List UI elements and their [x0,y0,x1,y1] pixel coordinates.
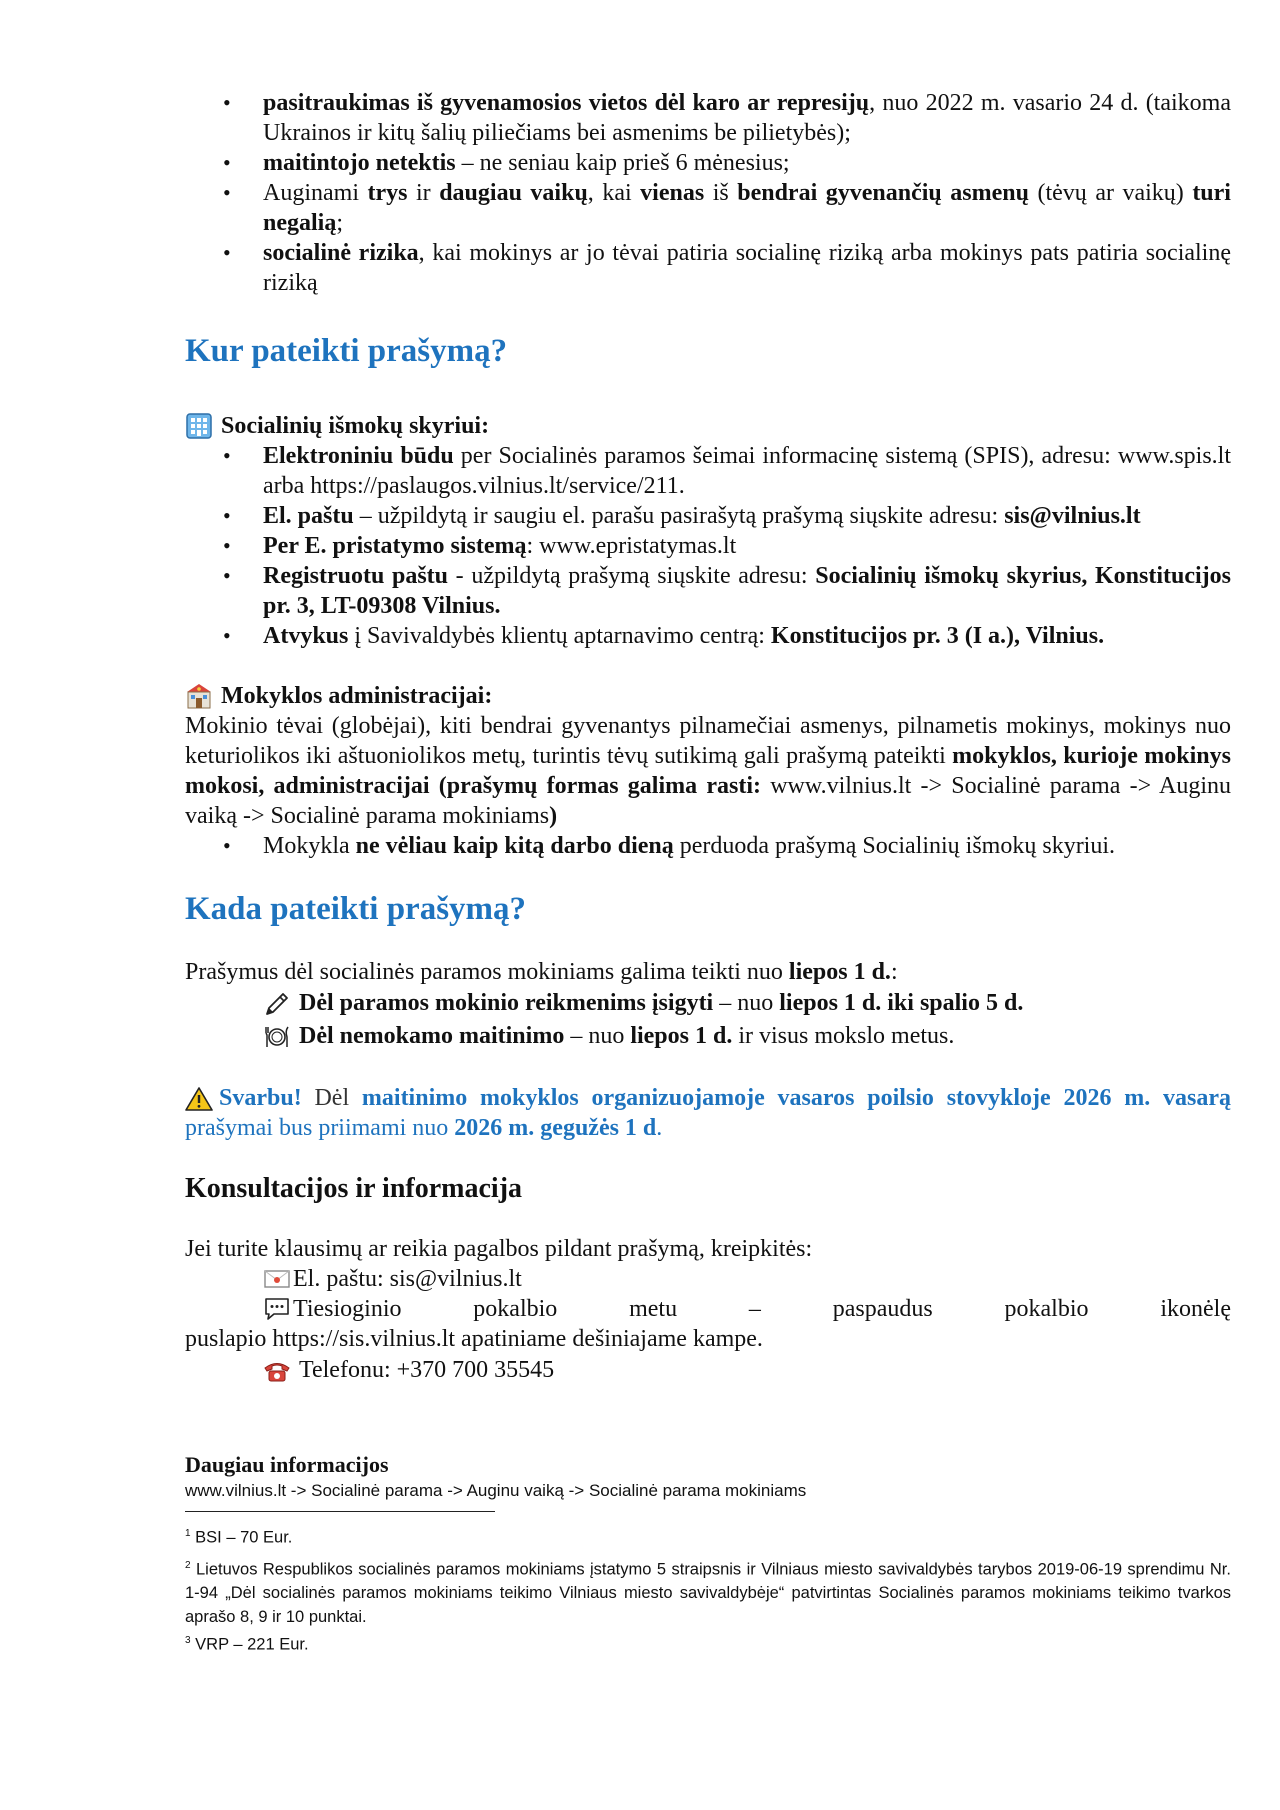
list-item: • pasitraukimas iš gyvenamosios vietos dėl karo ar represijų, nuo 2022 m. vasario 24 d. (taikoma Ukrainos ir kitų šalių piliečiams bei asmenims be pilietybės); [185,88,1231,148]
school-subheading: Mokyklos administracijai: [185,681,1231,711]
where-heading: Kur pateikti prašymą? [185,333,508,369]
document-content [185,88,1231,1657]
list-item: • Elektroniniu būdu per Socialinės paramos šeimai informacinę sistemą (SPIS), adresu: www.spis.lt arba https://paslaugos.vilnius.lt/service/211. [185,441,1231,501]
eligibility-list [185,88,1231,298]
office-subheading: Socialinių išmokų skyriui: [185,411,1231,441]
list-item: • socialinė rizika, kai mokinys ar jo tėvai patiria socialinę riziką arba mokinys pats patiria socialinę riziką [185,238,1231,298]
consult-email-line: El. paštu: sis@vilnius.lt [185,1264,1231,1294]
warning-note: Svarbu! Dėl maitinimo mokyklos organizuojamoje vasaros poilsio stovykloje 2026 m. vasarą prašymai bus priimami nuo 2026 m. gegužės 1 d. [185,1085,1232,1142]
school-description: Mokinio tėvai (globėjai), kiti bendrai gyvenantys pilnamečiai asmenys, pilnametis mokinys, mokinys nuo keturiolikos iki aštuoniolikos metų, turintis tėvų sutikimą gali prašymą pateikti mokyklos, kurioje mokinys mokosi, administracijai (prašymų formas galima rasti: www.vilnius.lt -> Socialinė parama -> Auginu vaiką -> Socialinė parama mokiniams) [185,713,1231,829]
list-item: • maitintojo netektis – ne seniau kaip prieš 6 mėnesius; [185,148,1231,178]
pencil-icon [263,990,291,1018]
telephone-icon [263,1357,291,1385]
list-item: • Per E. pristatymo sistemą: www.epristatymas.lt [185,531,1231,561]
more-info-title: Daugiau informacijos [185,1452,389,1478]
plate-cutlery-icon [263,1023,291,1051]
footnote: $^1$ BSI – 70 Eur. [185,1528,293,1547]
when-supplies-line: Dėl paramos mokinio reikmenims įsigyti – nuo liepos 1 d. iki spalio 5 d. [185,987,1231,1020]
consult-phone-line: Telefonu: +370 700 35545 [185,1354,1231,1387]
email-icon [263,1265,291,1293]
when-intro: Prašymus dėl socialinės paramos mokiniams galima teikti nuo liepos 1 d.: [185,959,898,985]
warning-icon [185,1085,213,1113]
chat-bubble-icon [263,1295,291,1323]
list-item: • El. paštu – užpildytą ir saugiu el. parašu pasirašytą prašymą siųskite adresu: sis@vilnius.lt [185,501,1231,531]
office-building-icon [185,412,213,440]
more-info-path: www.vilnius.lt -> Socialinė parama -> Auginu vaiką -> Socialinė parama mokiniams [185,1481,807,1501]
footnote: $^3$ VRP – 221 Eur. [185,1635,309,1654]
footnote: $^2$ Lietuvos Respublikos socialinės paramos mokiniams įstatymo 5 straipsnis ir Vilniaus miesto savivaldybės tarybos 2019-06-19 sprendimu Nr. 1-94 „Dėl socialinės paramos mokiniams teikimo Vilniaus miesto savivaldybėje“ patvirtintas Socialinės paramos mokiniams teikimo tvarkos aprašo 8, 9 ir 10 punktai. [185,1559,1231,1627]
office-submission-list [185,441,1231,651]
consult-heading: Konsultacijos ir informacija [185,1173,523,1205]
when-heading: Kada pateikti prašymą? [185,891,527,927]
footnote-divider [185,1511,495,1512]
school-list [185,831,1231,861]
consult-chat-line: Tiesioginio pokalbio metu – paspaudus pokalbio ikonėlę [185,1294,1231,1324]
consult-intro: Jei turite klausimų ar reikia pagalbos pildant prašymą, kreipkitės: [185,1236,813,1263]
list-item: • Mokykla ne vėliau kaip kitą darbo dieną perduoda prašymą Socialinių išmokų skyriui. [185,831,1231,861]
list-item: • Registruotu paštu - užpildytą prašymą siųskite adresu: Socialinių išmokų skyrius, Konstitucijos pr. 3, LT-09308 Vilnius. [185,561,1231,621]
list-item: • Atvykus į Savivaldybės klientų aptarnavimo centrą: Konstitucijos pr. 3 (I a.), Vilnius. [185,621,1231,651]
school-icon [185,682,213,710]
when-meals-line: Dėl nemokamo maitinimo – nuo liepos 1 d. ir visus mokslo metus. [185,1020,1231,1053]
list-item: • Auginami trys ir daugiau vaikų, kai vienas iš bendrai gyvenančių asmenų (tėvų ar vaikų) turi negalią; [185,178,1231,238]
consult-chat-continuation: puslapio https://sis.vilnius.lt apatiniame dešiniajame kampe. [185,1326,763,1353]
